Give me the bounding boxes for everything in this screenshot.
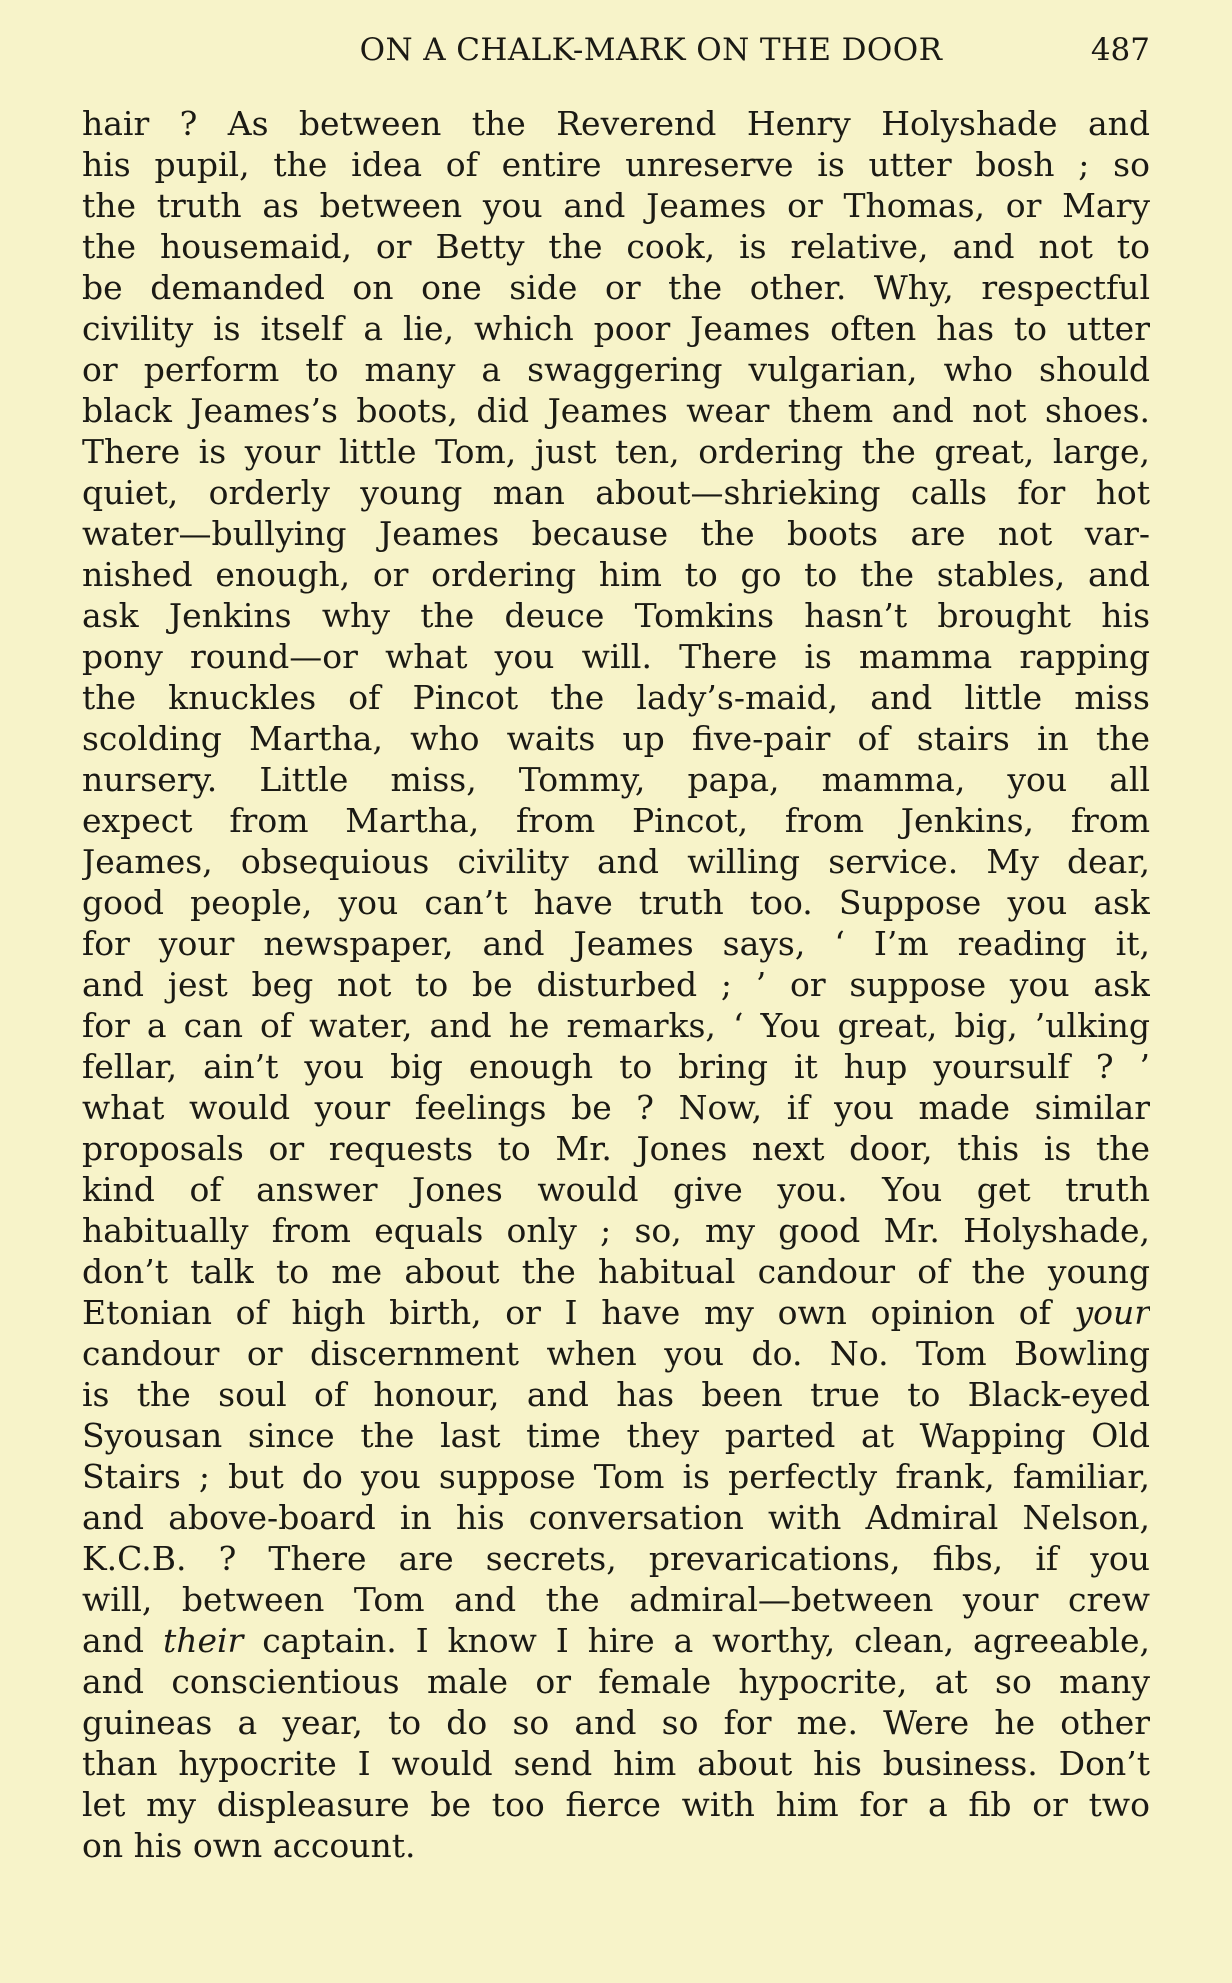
text-line: and above-board in his conversation with Admiral Nelson,	[82, 1498, 1150, 1537]
text-segment: Etonian of high birth, or I have my own opinion of	[82, 1293, 1051, 1332]
text-line: for a can of water, and he remarks, ‘ You great, big, ’ulking	[82, 1006, 1150, 1045]
text-line: ask Jenkins why the deuce Tomkins hasn’t brought his	[82, 596, 1150, 635]
text-line: Jeames, obsequious civility and willing service. My dear,	[82, 842, 1150, 881]
text-line: and conscientious male or female hypocrite, at so many	[82, 1662, 1150, 1701]
text-line: for your newspaper, and Jeames says, ‘ I’m reading it,	[82, 924, 1150, 963]
page-number: 487	[1090, 32, 1150, 68]
text-line: what would your feelings be ? Now, if you made similar	[82, 1088, 1150, 1127]
text-segment: and	[82, 1621, 145, 1660]
text-line: will, between Tom and the admiral—between your crew	[82, 1580, 1150, 1619]
text-line: the knuckles of Pincot the lady’s-maid, and little miss	[82, 678, 1150, 717]
text-line: than hypocrite I would send him about his business. Don’t	[82, 1744, 1150, 1783]
text-line: is the soul of honour, and has been true to Black-eyed	[82, 1375, 1150, 1414]
text-line: the truth as between you and Jeames or Thomas, or Mary	[82, 186, 1150, 225]
text-line: quiet, orderly young man about—shrieking calls for hot	[82, 473, 1150, 512]
text-line: proposals or requests to Mr. Jones next door, this is the	[82, 1129, 1150, 1168]
text-line: hair ? As between the Reverend Henry Holyshade and	[82, 104, 1150, 143]
text-line: candour or discernment when you do. No. Tom Bowling	[82, 1334, 1150, 1373]
text-line: civility is itself a lie, which poor Jeames often has to utter	[82, 309, 1150, 348]
text-line: black Jeames’s boots, did Jeames wear them and not shoes.	[82, 391, 1150, 430]
text-line-with-italic	[82, 1620, 1150, 1661]
text-line: habitually from equals only ; so, my good Mr. Holyshade,	[82, 1211, 1150, 1250]
text-line: K.C.B. ? There are secrets, prevarications, fibs, if you	[82, 1539, 1150, 1578]
text-line: pony round—or what you will. There is mamma rapping	[82, 637, 1150, 676]
text-line: and jest beg not to be disturbed ; ’ or suppose you ask	[82, 965, 1150, 1004]
text-line: don’t talk to me about the habitual candour of the young	[82, 1252, 1150, 1291]
text-segment: captain. I know I hire a worthy, clean, agreeable,	[262, 1621, 1150, 1660]
text-line: There is your little Tom, just ten, ordering the great, large,	[82, 432, 1150, 471]
text-line: guineas a year, to do so and so for me. Were he other	[82, 1703, 1150, 1742]
text-line: nished enough, or ordering him to go to the stables, and	[82, 555, 1150, 594]
text-line: expect from Martha, from Pincot, from Jenkins, from	[82, 801, 1150, 840]
text-line-with-italic	[82, 1292, 1150, 1333]
text-line: his pupil, the idea of entire unreserve is utter bosh ; so	[82, 145, 1150, 184]
text-line: kind of answer Jones would give you. You get truth	[82, 1170, 1150, 1209]
text-line: nursery. Little miss, Tommy, papa, mamma, you all	[82, 760, 1150, 799]
text-line: fellar, ain’t you big enough to bring it hup yoursulf ? ’	[82, 1047, 1150, 1086]
italic-word: their	[162, 1621, 244, 1660]
text-line: or perform to many a swaggering vulgarian, who should	[82, 350, 1150, 389]
text-line: good people, you can’t have truth too. Suppose you ask	[82, 883, 1150, 922]
text-line: the housemaid, or Betty the cook, is relative, and not to	[82, 227, 1150, 266]
running-head	[82, 28, 1150, 76]
running-title: ON A CHALK-MARK ON THE DOOR	[359, 32, 943, 68]
body-text	[82, 103, 1150, 1866]
italic-word: your	[1074, 1293, 1150, 1332]
text-line: Syousan since the last time they parted at Wapping Old	[82, 1416, 1150, 1455]
text-line: scolding Martha, who waits up five-pair of stairs in the	[82, 719, 1150, 758]
text-line-last: on his own account.	[82, 1826, 416, 1865]
text-line: let my displeasure be too fierce with him for a fib or two	[82, 1785, 1150, 1824]
text-line: Stairs ; but do you suppose Tom is perfectly frank, familiar,	[82, 1457, 1150, 1496]
text-line: be demanded on one side or the other. Why, respectful	[82, 268, 1150, 307]
text-line: water—bullying Jeames because the boots are not var-	[82, 514, 1150, 553]
